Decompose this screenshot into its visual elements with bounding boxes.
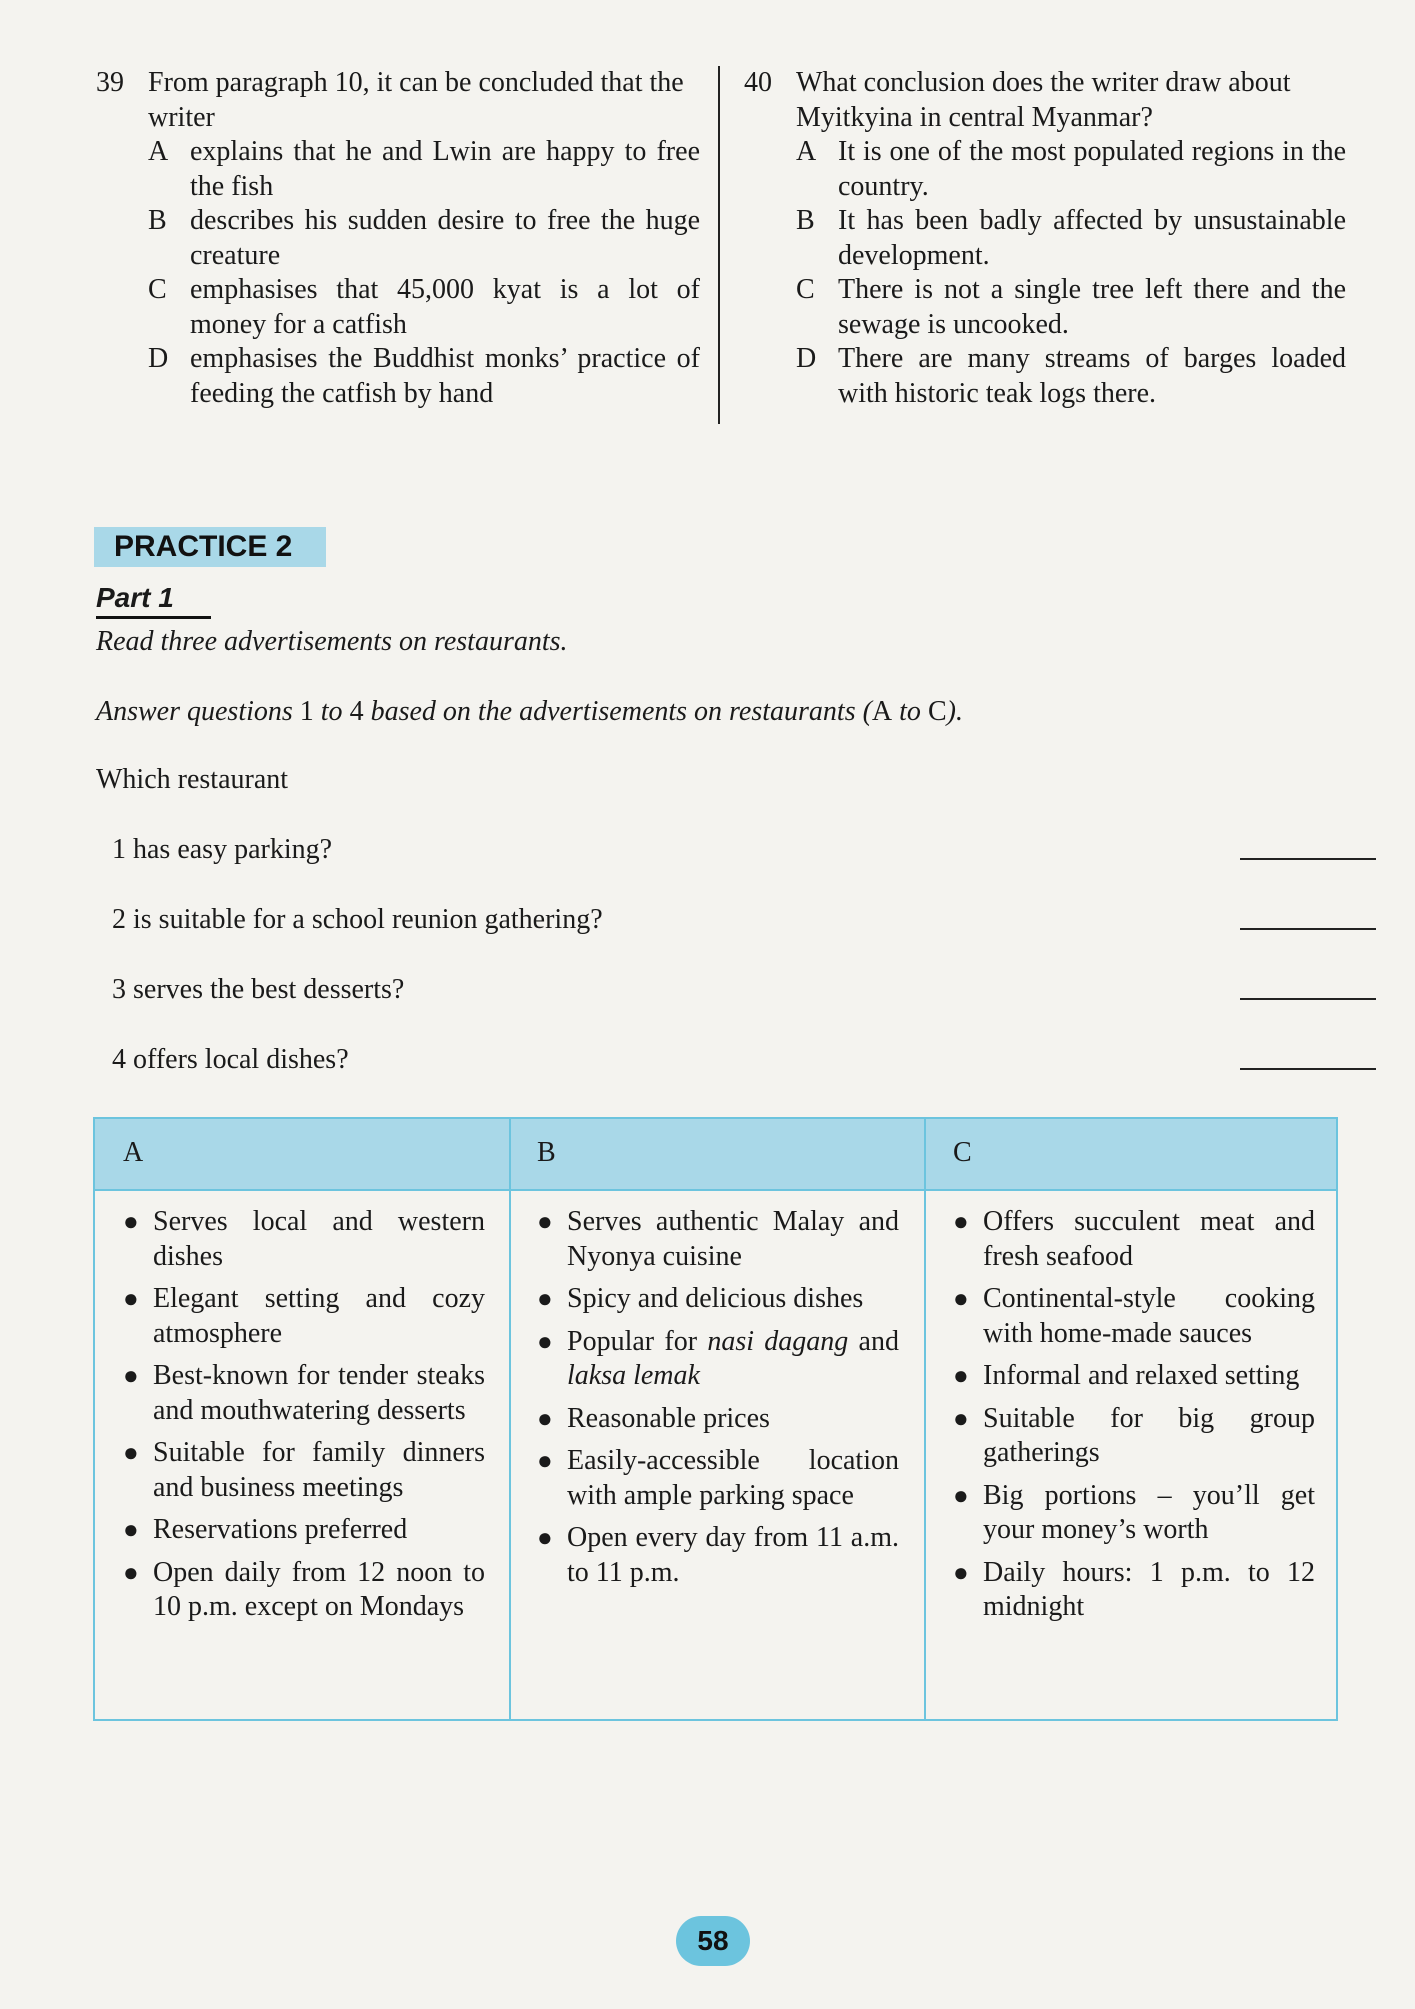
- text-run: and: [848, 1325, 899, 1357]
- list-item: [953, 1359, 1315, 1394]
- list-item: [953, 1402, 1315, 1471]
- bullet-icon: ●: [953, 1361, 969, 1390]
- list-item: [123, 1513, 485, 1548]
- list-item: [537, 1521, 899, 1590]
- question-stem: What conclusion does the writer draw about Myitkyina in central Myanmar?: [796, 67, 1291, 133]
- list-item: [537, 1282, 899, 1317]
- bullet-icon: ●: [537, 1284, 553, 1313]
- text-run-italic: nasi dagang: [707, 1325, 849, 1357]
- bullet-icon: ●: [123, 1438, 139, 1467]
- list-item-text: Serves authentic Malay and Nyonya cuisine: [567, 1206, 899, 1272]
- table-divider: [509, 1119, 511, 1719]
- option-b[interactable]: [796, 204, 1346, 273]
- instruction-answer: [96, 696, 963, 728]
- list-item-text: Informal and relaxed setting: [983, 1360, 1300, 1391]
- question-40: [744, 66, 1346, 411]
- sub-question-text: serves the best desserts?: [133, 974, 405, 1005]
- sub-question-2: [112, 904, 1376, 936]
- option-a[interactable]: [148, 135, 700, 204]
- bullet-icon: ●: [537, 1446, 553, 1475]
- part-heading: Part 1: [96, 582, 174, 613]
- sub-question-text: has easy parking?: [133, 834, 333, 865]
- sub-question-number: 4: [112, 1044, 126, 1075]
- bullet-icon: ●: [123, 1361, 139, 1390]
- bullet-icon: ●: [953, 1557, 969, 1587]
- sub-question-4: [112, 1044, 1376, 1076]
- option-letter: B: [796, 205, 815, 236]
- option-letter: D: [148, 343, 169, 374]
- bullet-icon: ●: [953, 1480, 969, 1510]
- sub-question-text: offers local dishes?: [133, 1044, 349, 1075]
- ad-a-label: A: [123, 1137, 144, 1168]
- list-item-text: Suitable for family dinners and business meetings: [153, 1437, 485, 1503]
- list-item-text: [567, 1325, 899, 1394]
- list-item-text: Continental-style cooking with home-made sauces: [983, 1283, 1315, 1349]
- list-item: [537, 1444, 899, 1513]
- sub-question-number: 2: [112, 904, 126, 935]
- option-letter: B: [148, 205, 167, 236]
- list-item: [123, 1359, 485, 1428]
- option-d[interactable]: [148, 342, 700, 411]
- instruction-part: 4: [349, 696, 364, 727]
- sub-question-number: 3: [112, 974, 126, 1005]
- list-item-text: Big portions – you’ll get your money’s worth: [983, 1479, 1315, 1545]
- option-letter: A: [796, 136, 817, 167]
- instruction-part: ).: [946, 696, 963, 727]
- ad-a-list: [123, 1205, 485, 1633]
- option-b[interactable]: [148, 204, 700, 273]
- sub-question-3: [112, 974, 1376, 1006]
- list-item: [123, 1205, 485, 1274]
- question-number: 39: [96, 67, 124, 98]
- list-item: [953, 1479, 1315, 1548]
- list-item: [123, 1436, 485, 1505]
- option-text: explains that he and Lwin are happy to free the fish: [190, 136, 700, 202]
- option-a[interactable]: [796, 135, 1346, 204]
- bullet-icon: ●: [537, 1403, 553, 1433]
- list-item-text: Serves local and western dishes: [153, 1206, 485, 1272]
- ad-c-label: C: [953, 1137, 972, 1168]
- option-text: It is one of the most populated regions in the country.: [838, 136, 1346, 202]
- page-number: 58: [676, 1916, 750, 1966]
- instruction-read: Read three advertisements on restaurants.: [96, 626, 568, 657]
- option-letter: A: [148, 136, 169, 167]
- option-text: describes his sudden desire to free the huge creature: [190, 205, 700, 271]
- bullet-icon: ●: [537, 1207, 553, 1236]
- sub-question-number: 1: [112, 834, 126, 865]
- list-item-text: Suitable for big group gatherings: [983, 1402, 1315, 1468]
- which-restaurant-stem: Which restaurant: [96, 764, 289, 795]
- bullet-icon: ●: [123, 1515, 139, 1544]
- practice-heading: PRACTICE 2: [94, 527, 326, 567]
- instruction-part: C: [927, 696, 947, 727]
- bullet-icon: ●: [537, 1326, 553, 1356]
- list-item-text: Spicy and delicious dishes: [567, 1283, 864, 1314]
- part-underline: [96, 616, 211, 619]
- answer-blank[interactable]: [1240, 1068, 1376, 1070]
- list-item: [123, 1556, 485, 1625]
- list-item: [537, 1325, 899, 1394]
- list-item-text: Open every day from 11 a.m. to 11 p.m.: [567, 1522, 899, 1588]
- option-letter: D: [796, 343, 817, 374]
- sub-question-text: is suitable for a school reunion gathering?: [133, 904, 603, 935]
- bullet-icon: ●: [123, 1284, 139, 1313]
- bullet-icon: ●: [953, 1207, 969, 1236]
- text-run-italic: laksa lemak: [567, 1360, 700, 1391]
- option-d[interactable]: [796, 342, 1346, 411]
- option-c[interactable]: [796, 273, 1346, 342]
- list-item-text: Daily hours: 1 p.m. to 12 midnight: [983, 1556, 1315, 1622]
- list-item-text: Reservations preferred: [153, 1514, 408, 1545]
- instruction-part: to: [892, 696, 928, 727]
- sub-question-1: [112, 834, 1376, 866]
- instruction-part: 1: [299, 696, 314, 727]
- question-stem: From paragraph 10, it can be concluded that the writer: [148, 67, 684, 133]
- option-c[interactable]: [148, 273, 700, 342]
- bullet-icon: ●: [537, 1523, 553, 1552]
- list-item-text: Offers succulent meat and fresh seafood: [983, 1206, 1315, 1272]
- question-39: [96, 66, 700, 411]
- list-item: [953, 1282, 1315, 1351]
- table-divider: [924, 1119, 926, 1719]
- answer-blank[interactable]: [1240, 858, 1376, 860]
- table-header: [95, 1119, 1336, 1191]
- bullet-icon: ●: [953, 1284, 969, 1313]
- bullet-icon: ●: [123, 1207, 139, 1236]
- column-divider: [718, 66, 720, 424]
- instruction-part: based on the advertisements on restaurants (: [363, 696, 872, 727]
- list-item-text: Open daily from 12 noon to 10 p.m. except on Mondays: [153, 1556, 485, 1622]
- option-text: emphasises that 45,000 kyat is a lot of money for a catfish: [190, 274, 700, 340]
- option-letter: C: [796, 274, 815, 305]
- option-text: There are many streams of barges loaded with historic teak logs there.: [838, 343, 1346, 409]
- list-item: [953, 1205, 1315, 1274]
- ad-b-label: B: [537, 1137, 556, 1168]
- option-text: It has been badly affected by unsustainable development.: [838, 205, 1346, 271]
- answer-blank[interactable]: [1240, 928, 1376, 930]
- bullet-icon: ●: [123, 1557, 139, 1587]
- instruction-part: Answer questions: [96, 696, 300, 727]
- ad-c-list: [953, 1205, 1315, 1633]
- bullet-icon: ●: [953, 1403, 969, 1433]
- answer-blank[interactable]: [1240, 998, 1376, 1000]
- advertisements-table: [93, 1117, 1338, 1721]
- ad-b-list: [537, 1205, 899, 1598]
- instruction-part: A: [871, 696, 893, 727]
- question-number: 40: [744, 67, 772, 98]
- option-text: emphasises the Buddhist monks’ practice of feeding the catfish by hand: [190, 343, 700, 409]
- list-item-text: Elegant setting and cozy atmosphere: [153, 1283, 485, 1349]
- list-item-text: Best-known for tender steaks and mouthwatering desserts: [153, 1360, 485, 1426]
- option-letter: C: [148, 274, 167, 305]
- instruction-part: to: [313, 696, 350, 727]
- list-item-text: Reasonable prices: [567, 1402, 770, 1434]
- list-item-text: Easily-accessible location with ample parking space: [567, 1445, 899, 1511]
- option-text: There is not a single tree left there and the sewage is uncooked.: [838, 274, 1346, 340]
- list-item: [537, 1402, 899, 1437]
- list-item: [953, 1556, 1315, 1625]
- text-run: Popular for: [567, 1325, 708, 1357]
- list-item: [123, 1282, 485, 1351]
- list-item: [537, 1205, 899, 1274]
